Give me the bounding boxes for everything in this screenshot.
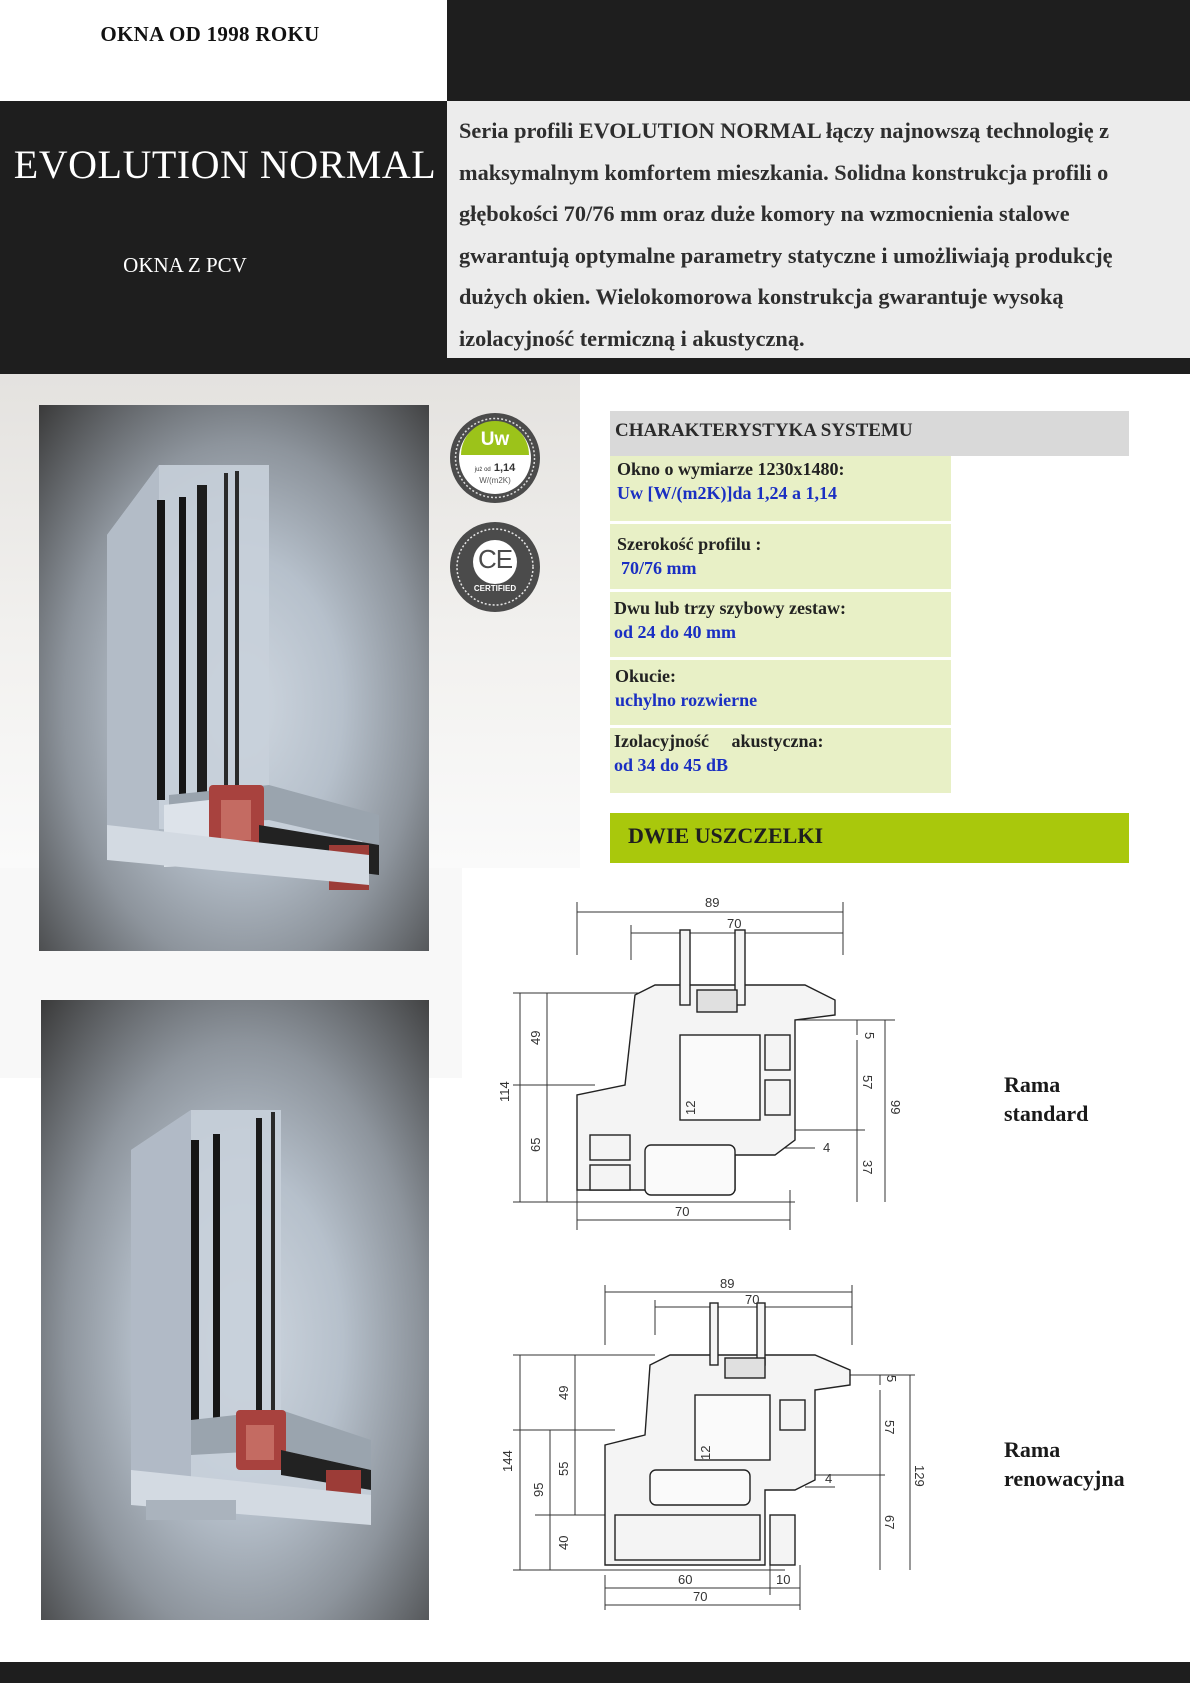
dim-label: 70 — [675, 1204, 690, 1219]
characteristic-label: Szerokość profilu : — [617, 534, 762, 554]
characteristic-value: Uw [W/(m2K)]da 1,24 a 1,14 — [617, 483, 837, 503]
drawing-label-line: standard — [1004, 1101, 1089, 1126]
characteristic-value: od 24 do 40 mm — [614, 622, 737, 642]
dim-label: 4 — [825, 1471, 833, 1486]
window-profile-illustration-2 — [41, 1000, 429, 1620]
characteristic-row — [610, 592, 951, 660]
dim-label: 57 — [860, 1075, 875, 1090]
characteristic-label: Okucie: — [615, 666, 676, 686]
dim-label: 95 — [531, 1482, 546, 1497]
profile-photo-renovation — [41, 1000, 429, 1620]
characteristic-value: od 34 do 45 dB — [614, 755, 729, 775]
dim-label: 70 — [745, 1292, 760, 1307]
dim-label: 12 — [698, 1445, 713, 1460]
dim-label: 12 — [683, 1100, 698, 1115]
ce-certified-badge — [450, 522, 540, 612]
characteristic-label: Okno o wymiarze 1230x1480: — [617, 459, 845, 479]
header-tagline: OKNA OD 1998 ROKU — [100, 22, 320, 46]
characteristics-header — [610, 411, 1129, 456]
ce-mark: CE — [477, 544, 513, 574]
dim-label: 99 — [888, 1100, 903, 1115]
description-box — [447, 101, 1190, 358]
uw-badge-title: Uw — [480, 429, 510, 450]
dim-label: 5 — [862, 1032, 877, 1040]
technical-drawing-renovation — [495, 1275, 927, 1610]
uw-badge-prefix: już od — [474, 467, 491, 473]
dim-label: 10 — [776, 1572, 791, 1587]
dim-label: 57 — [882, 1420, 897, 1435]
footer-band — [0, 1662, 1190, 1683]
characteristic-value: 70/76 mm — [621, 558, 697, 578]
characteristics-title: CHARAKTERYSTYKA SYSTEMU — [615, 420, 913, 441]
drawing-label-line: Rama — [1004, 1072, 1061, 1097]
seals-banner — [610, 813, 1129, 863]
dim-label: 49 — [556, 1385, 571, 1400]
ce-label: CERTIFIED — [473, 584, 517, 593]
header-dark-band — [447, 0, 1190, 101]
dim-label: 89 — [720, 1276, 735, 1291]
dim-label: 129 — [912, 1465, 927, 1487]
dim-label: 49 — [528, 1030, 543, 1045]
drawing-label-line: renowacyjna — [1004, 1466, 1125, 1491]
characteristic-row — [610, 728, 951, 796]
uw-badge-unit: W/(m2K) — [479, 476, 511, 485]
drawing-label-renovation — [1004, 1435, 1125, 1493]
uw-badge — [450, 413, 540, 503]
profile-photo-standard — [39, 405, 429, 951]
dim-label: 40 — [556, 1535, 571, 1550]
dim-label: 70 — [727, 916, 742, 931]
dim-label: 67 — [882, 1515, 897, 1530]
dim-label: 70 — [693, 1589, 708, 1604]
uw-badge-value: 1,14 — [493, 462, 516, 474]
characteristic-value: uchylno rozwierne — [615, 690, 758, 710]
dim-label: 4 — [823, 1140, 831, 1155]
characteristic-label: Izolacyjność akustyczna: — [614, 731, 824, 751]
header-tagline-box — [0, 0, 447, 101]
description-dark-strip — [447, 358, 1190, 374]
dim-label: 89 — [705, 895, 720, 910]
dim-label: 144 — [500, 1450, 515, 1472]
technical-drawing-standard — [495, 890, 915, 1235]
dim-label: 5 — [884, 1375, 899, 1383]
product-subtitle: OKNA Z PCV — [123, 253, 247, 277]
seals-label: DWIE USZCZELKI — [628, 823, 824, 848]
description-text: Seria profili EVOLUTION NORMAL łączy najnowszą technologię z maksymalnym komfortem mieszkania. Solidna konstrukcja profili o głębokości 70/76 mm oraz duże komory na wzmocnienia stalowe gwarantują optymalne parametry statyczne i umożliwiają produkcję dużych okien. Wielokomorowa konstrukcja gwarantuje wysoką izolacyjność termiczną i akustyczną. — [459, 118, 1113, 351]
characteristic-row — [610, 660, 951, 728]
dim-label: 114 — [497, 1081, 512, 1102]
characteristic-label: Dwu lub trzy szybowy zestaw: — [614, 598, 846, 618]
window-profile-illustration — [39, 405, 429, 951]
dim-label: 60 — [678, 1572, 693, 1587]
drawing-label-line: Rama — [1004, 1437, 1061, 1462]
dim-label: 65 — [528, 1137, 543, 1152]
drawing-label-standard — [1004, 1070, 1088, 1128]
dim-label: 55 — [556, 1461, 571, 1476]
characteristic-row — [610, 456, 951, 524]
dim-label: 37 — [860, 1160, 875, 1175]
characteristic-row — [610, 524, 951, 592]
hero-panel — [0, 101, 447, 374]
product-title: EVOLUTION NORMAL — [13, 142, 437, 187]
